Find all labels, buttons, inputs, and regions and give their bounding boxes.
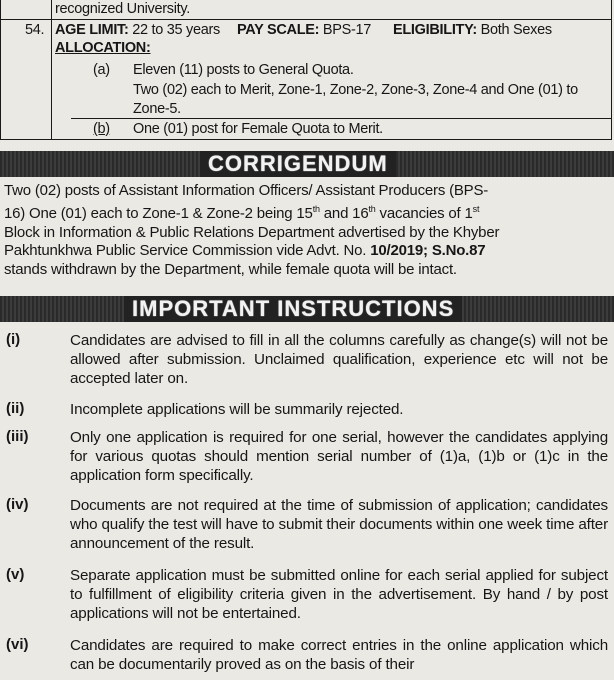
instruction-text: Candidates are advised to fill in all the columns carefully as change(s) will not be allowed after submission. Unclaimed qualification, experience etc will not be accepted later on. xyxy=(70,332,608,387)
instruction-number: (ii) xyxy=(6,400,25,417)
instruction-text: Documents are not required at the time of submission of application; candidates who qualify the test will have to submit their documents within one week time after announcement of the result. xyxy=(70,497,608,552)
allocation-label: ALLOCATION: xyxy=(55,40,151,56)
corrigendum-line-4: Pakhtunkhwa Public Service Commission vide Advt. No. 10/2019; S.No.87 xyxy=(4,242,486,260)
age-limit-value: 22 to 35 years xyxy=(132,22,220,38)
allocation-item-a-line1: Eleven (11) posts to General Quota. xyxy=(133,62,354,78)
allocation-item-a-line3: Zone-5. xyxy=(133,101,181,117)
row-divider xyxy=(1,19,611,20)
allocation-item-a-label: (a) xyxy=(93,62,110,78)
instruction-text: Incomplete applications will be summarily rejected. xyxy=(70,401,404,418)
eligibility-value: Both Sexes xyxy=(480,22,552,38)
previous-row-text: recognized University. xyxy=(55,1,190,17)
corrigendum-line-5: stands withdrawn by the Department, while female quota will be intact. xyxy=(4,260,457,278)
serial-number: 54. xyxy=(25,22,45,38)
pay-scale xyxy=(237,22,371,38)
allocation-item-b-text: One (01) post for Female Quota to Merit. xyxy=(133,121,383,137)
corrigendum-line-2: 16) One (01) each to Zone-1 & Zone-2 being 15th and 16th vacancies of 1st xyxy=(4,204,480,223)
serial-number-column xyxy=(1,0,52,139)
instruction-number: (iv) xyxy=(6,496,29,513)
corrigendum-line-3: Block in Information & Public Relations Department advertised by the Khyber xyxy=(4,223,500,241)
instruction-number: (vi) xyxy=(6,636,29,653)
allocation-item-a-line2: Two (02) each to Merit, Zone-1, Zone-2, Zone-3, Zone-4 and One (01) to xyxy=(133,82,578,98)
age-limit xyxy=(55,22,220,38)
instruction-text: Separate application must be submitted online for each serial applied for subject to fulfillment of eligibility criteria given in the advertisement. By hand / by post applications will not be entertained. xyxy=(70,567,608,622)
eligibility-label: ELIGIBILITY: xyxy=(393,22,477,38)
corrigendum-text xyxy=(4,182,608,279)
pay-scale-value: BPS-17 xyxy=(322,22,372,38)
corrigendum-line-1: Two (02) posts of Assistant Information Officers/ Assistant Producers (BPS- xyxy=(4,182,489,199)
instructions-heading: IMPORTANT INSTRUCTIONS xyxy=(124,296,462,322)
instruction-number: (iii) xyxy=(6,428,29,445)
allocation-item-b-label: (b) xyxy=(93,121,110,137)
corrigendum-heading: CORRIGENDUM xyxy=(200,151,396,177)
pay-scale-label: PAY SCALE: xyxy=(237,22,320,38)
instruction-text: Only one application is required for one serial, however the candidates applying for various quotas should mention serial number of (1)a, (1)b or (1)c in the application form specifically. xyxy=(70,429,608,484)
advertisement-number: 10/2019; S.No.87 xyxy=(370,242,486,260)
instruction-number: (i) xyxy=(6,331,21,348)
serial-54-table xyxy=(0,0,612,140)
age-limit-label: AGE LIMIT: xyxy=(55,22,129,38)
instruction-number: (v) xyxy=(6,566,25,583)
instructions-band xyxy=(0,296,614,322)
allocation-divider xyxy=(71,118,611,119)
instruction-text: Candidates are required to make correct entries in the online application which can be documentarily proved as on the basis of their xyxy=(70,637,608,673)
eligibility xyxy=(393,22,552,38)
corrigendum-band xyxy=(0,151,614,177)
